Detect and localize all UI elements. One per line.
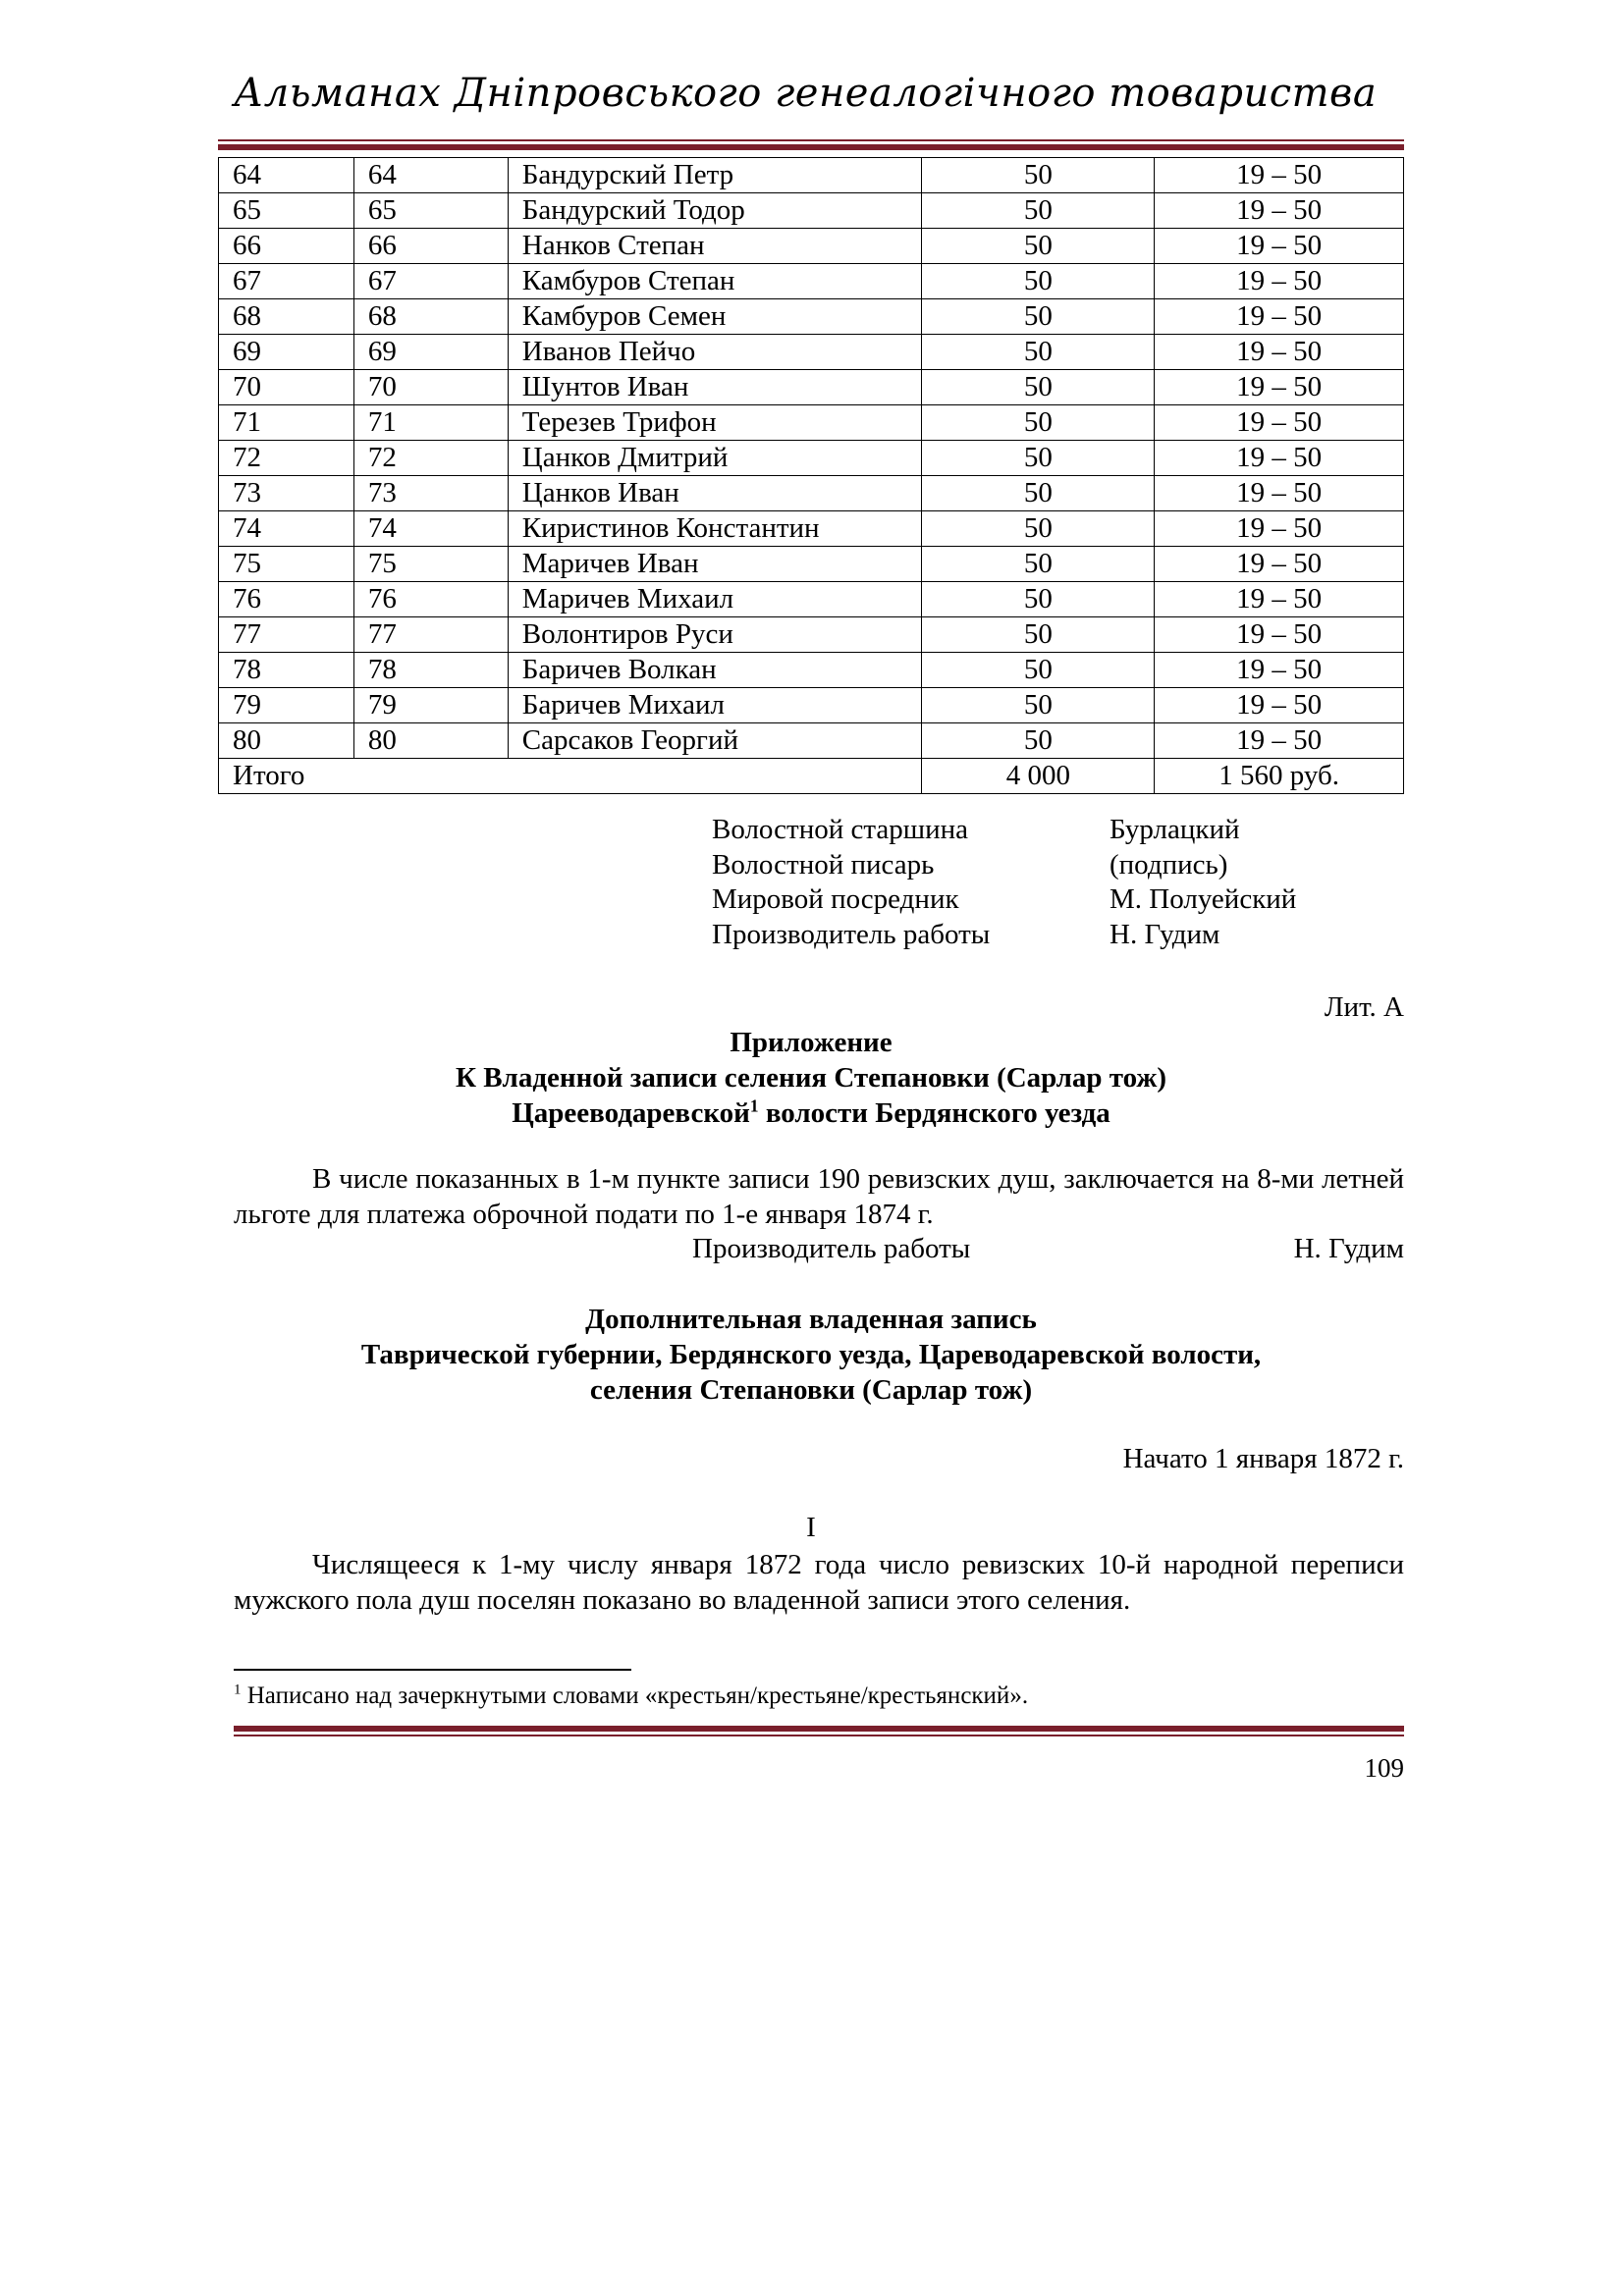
cell-row-number: 76 bbox=[219, 582, 354, 617]
cell-amount: 50 bbox=[922, 582, 1155, 617]
cell-amount: 50 bbox=[922, 441, 1155, 476]
table-row bbox=[219, 405, 1404, 441]
footer-rule-thick bbox=[234, 1726, 1404, 1732]
cell-list-number: 78 bbox=[353, 653, 508, 688]
appendix-signer-name: Н. Гудим bbox=[1293, 1233, 1404, 1264]
cell-list-number: 80 bbox=[353, 723, 508, 759]
cell-person-name: Маричев Иван bbox=[508, 547, 922, 582]
table-row bbox=[219, 723, 1404, 759]
signature-row bbox=[712, 849, 1296, 884]
cell-person-name: Бандурский Петр bbox=[508, 158, 922, 193]
cell-payment: 19 – 50 bbox=[1155, 193, 1404, 229]
cell-person-name: Иванов Пейчо bbox=[508, 335, 922, 370]
cell-row-number: 80 bbox=[219, 723, 354, 759]
page-number: 109 bbox=[1364, 1753, 1404, 1783]
appendix-heading bbox=[218, 1027, 1404, 1133]
cell-amount: 50 bbox=[922, 299, 1155, 335]
cell-row-number: 73 bbox=[219, 476, 354, 511]
header-rule-thin bbox=[218, 139, 1404, 141]
cell-payment: 19 – 50 bbox=[1155, 476, 1404, 511]
cell-list-number: 77 bbox=[353, 617, 508, 653]
cell-person-name: Камбуров Семен bbox=[508, 299, 922, 335]
header-rule-thick bbox=[218, 144, 1404, 150]
cell-amount: 50 bbox=[922, 335, 1155, 370]
table-row bbox=[219, 299, 1404, 335]
cell-payment: 19 – 50 bbox=[1155, 547, 1404, 582]
cell-row-number: 69 bbox=[219, 335, 354, 370]
cell-list-number: 70 bbox=[353, 370, 508, 405]
cell-payment: 19 – 50 bbox=[1155, 158, 1404, 193]
additional-record-title: Дополнительная владенная запись bbox=[585, 1304, 1037, 1335]
signature-name: Бурлацкий bbox=[1110, 814, 1240, 845]
footnote-separator bbox=[234, 1669, 631, 1671]
cell-person-name: Цанков Иван bbox=[508, 476, 922, 511]
cell-row-number: 79 bbox=[219, 688, 354, 723]
footnote-ref: 1 bbox=[749, 1095, 759, 1116]
cell-amount: 50 bbox=[922, 229, 1155, 264]
lit-label: Лит. А bbox=[1324, 991, 1404, 1023]
cell-amount: 50 bbox=[922, 405, 1155, 441]
signature-name: (подпись) bbox=[1110, 848, 1228, 881]
table-row bbox=[219, 264, 1404, 299]
signature-row bbox=[712, 919, 1296, 954]
cell-list-number: 76 bbox=[353, 582, 508, 617]
cell-person-name: Киристинов Константин bbox=[508, 511, 922, 547]
table-row bbox=[219, 158, 1404, 193]
signature-role: Производитель работы bbox=[712, 918, 991, 950]
cell-row-number: 66 bbox=[219, 229, 354, 264]
table-row bbox=[219, 441, 1404, 476]
table-row bbox=[219, 193, 1404, 229]
cell-row-number: 75 bbox=[219, 547, 354, 582]
cell-row-number: 78 bbox=[219, 653, 354, 688]
table-row bbox=[219, 476, 1404, 511]
appendix-signer-role: Производитель работы bbox=[692, 1233, 971, 1264]
cell-list-number: 69 bbox=[353, 335, 508, 370]
cell-list-number: 74 bbox=[353, 511, 508, 547]
table-row bbox=[219, 653, 1404, 688]
cell-amount: 50 bbox=[922, 476, 1155, 511]
cell-list-number: 72 bbox=[353, 441, 508, 476]
cell-payment: 19 – 50 bbox=[1155, 511, 1404, 547]
cell-payment: 19 – 50 bbox=[1155, 688, 1404, 723]
signature-name: Н. Гудим bbox=[1110, 918, 1220, 950]
cell-payment: 19 – 50 bbox=[1155, 723, 1404, 759]
cell-list-number: 71 bbox=[353, 405, 508, 441]
cell-row-number: 74 bbox=[219, 511, 354, 547]
cell-row-number: 65 bbox=[219, 193, 354, 229]
signature-role: Волостной старшина bbox=[712, 814, 968, 845]
cell-list-number: 79 bbox=[353, 688, 508, 723]
roster-table bbox=[218, 157, 1404, 794]
cell-list-number: 75 bbox=[353, 547, 508, 582]
cell-person-name: Баричев Волкан bbox=[508, 653, 922, 688]
cell-person-name: Терезев Трифон bbox=[508, 405, 922, 441]
table-row bbox=[219, 617, 1404, 653]
appendix-title: Приложение bbox=[730, 1027, 893, 1058]
started-date: Начато 1 января 1872 г. bbox=[1122, 1443, 1404, 1474]
cell-list-number: 65 bbox=[353, 193, 508, 229]
footnote bbox=[234, 1682, 1028, 1710]
cell-list-number: 73 bbox=[353, 476, 508, 511]
signature-block bbox=[712, 814, 1296, 953]
cell-person-name: Цанков Дмитрий bbox=[508, 441, 922, 476]
table-row bbox=[219, 582, 1404, 617]
cell-list-number: 68 bbox=[353, 299, 508, 335]
cell-person-name: Камбуров Степан bbox=[508, 264, 922, 299]
total-sum: 1 560 руб. bbox=[1155, 759, 1404, 794]
cell-person-name: Сарсаков Георгий bbox=[508, 723, 922, 759]
cell-list-number: 67 bbox=[353, 264, 508, 299]
cell-amount: 50 bbox=[922, 688, 1155, 723]
cell-row-number: 67 bbox=[219, 264, 354, 299]
running-title: Альманах Дніпровського генеалогічного товариства bbox=[234, 71, 1378, 116]
total-amount: 4 000 bbox=[922, 759, 1155, 794]
cell-payment: 19 – 50 bbox=[1155, 582, 1404, 617]
cell-person-name: Маричев Михаил bbox=[508, 582, 922, 617]
table-row bbox=[219, 370, 1404, 405]
cell-row-number: 70 bbox=[219, 370, 354, 405]
cell-payment: 19 – 50 bbox=[1155, 653, 1404, 688]
cell-payment: 19 – 50 bbox=[1155, 405, 1404, 441]
signature-name: М. Полуейский bbox=[1110, 883, 1297, 915]
cell-person-name: Нанков Степан bbox=[508, 229, 922, 264]
table-row bbox=[219, 547, 1404, 582]
table-row bbox=[219, 688, 1404, 723]
cell-amount: 50 bbox=[922, 264, 1155, 299]
cell-payment: 19 – 50 bbox=[1155, 441, 1404, 476]
signature-role: Мировой посредник bbox=[712, 883, 959, 915]
cell-row-number: 72 bbox=[219, 441, 354, 476]
cell-amount: 50 bbox=[922, 193, 1155, 229]
cell-row-number: 77 bbox=[219, 617, 354, 653]
cell-person-name: Шунтов Иван bbox=[508, 370, 922, 405]
cell-list-number: 64 bbox=[353, 158, 508, 193]
appendix-paragraph: В числе показанных в 1-м пункте записи 190 ревизских душ, заключается на 8-ми летней льготе для платежа оброчной подати по 1-е января 1874 г. bbox=[234, 1163, 1404, 1230]
cell-amount: 50 bbox=[922, 653, 1155, 688]
total-row bbox=[219, 759, 1404, 794]
cell-row-number: 64 bbox=[219, 158, 354, 193]
cell-payment: 19 – 50 bbox=[1155, 617, 1404, 653]
cell-person-name: Волонтиров Руси bbox=[508, 617, 922, 653]
cell-amount: 50 bbox=[922, 511, 1155, 547]
cell-amount: 50 bbox=[922, 370, 1155, 405]
cell-person-name: Баричев Михаил bbox=[508, 688, 922, 723]
cell-payment: 19 – 50 bbox=[1155, 299, 1404, 335]
cell-person-name: Бандурский Тодор bbox=[508, 193, 922, 229]
cell-payment: 19 – 50 bbox=[1155, 370, 1404, 405]
cell-amount: 50 bbox=[922, 547, 1155, 582]
cell-row-number: 68 bbox=[219, 299, 354, 335]
cell-amount: 50 bbox=[922, 158, 1155, 193]
cell-payment: 19 – 50 bbox=[1155, 264, 1404, 299]
cell-amount: 50 bbox=[922, 723, 1155, 759]
appendix-subtitle-2: Царееводаревской$^1$ волости Бердянского уезда bbox=[512, 1095, 1110, 1129]
cell-payment: 19 – 50 bbox=[1155, 229, 1404, 264]
cell-amount: 50 bbox=[922, 617, 1155, 653]
section-number: I bbox=[806, 1512, 816, 1543]
additional-record-subtitle-2: селения Степановки (Сарлар тож) bbox=[589, 1374, 1033, 1406]
footnote-marker: 1 bbox=[234, 1682, 242, 1698]
footnote-text: Написано над зачеркнутыми словами «крестьян/крестьяне/крестьянский». bbox=[246, 1682, 1029, 1709]
additional-record-paragraph: Числящееся к 1-му числу января 1872 года число ревизских 10-й народной переписи мужского пола душ поселян показано во владенной записи этого селения. bbox=[234, 1549, 1404, 1616]
cell-list-number: 66 bbox=[353, 229, 508, 264]
table-row bbox=[219, 511, 1404, 547]
table-row bbox=[219, 229, 1404, 264]
total-label: Итого bbox=[219, 759, 922, 794]
table-row bbox=[219, 335, 1404, 370]
signature-row bbox=[712, 814, 1296, 849]
additional-record-heading bbox=[218, 1304, 1404, 1410]
signature-role: Волостной писарь bbox=[712, 848, 935, 881]
footer-rule-thin bbox=[234, 1735, 1404, 1736]
additional-record-subtitle: Таврической губернии, Бердянского уезда, Цареводаревской волости, bbox=[360, 1339, 1262, 1370]
signature-row bbox=[712, 883, 1296, 919]
cell-row-number: 71 bbox=[219, 405, 354, 441]
appendix-subtitle: К Владенной записи селения Степановки (Сарлар тож) bbox=[455, 1062, 1167, 1094]
cell-payment: 19 – 50 bbox=[1155, 335, 1404, 370]
